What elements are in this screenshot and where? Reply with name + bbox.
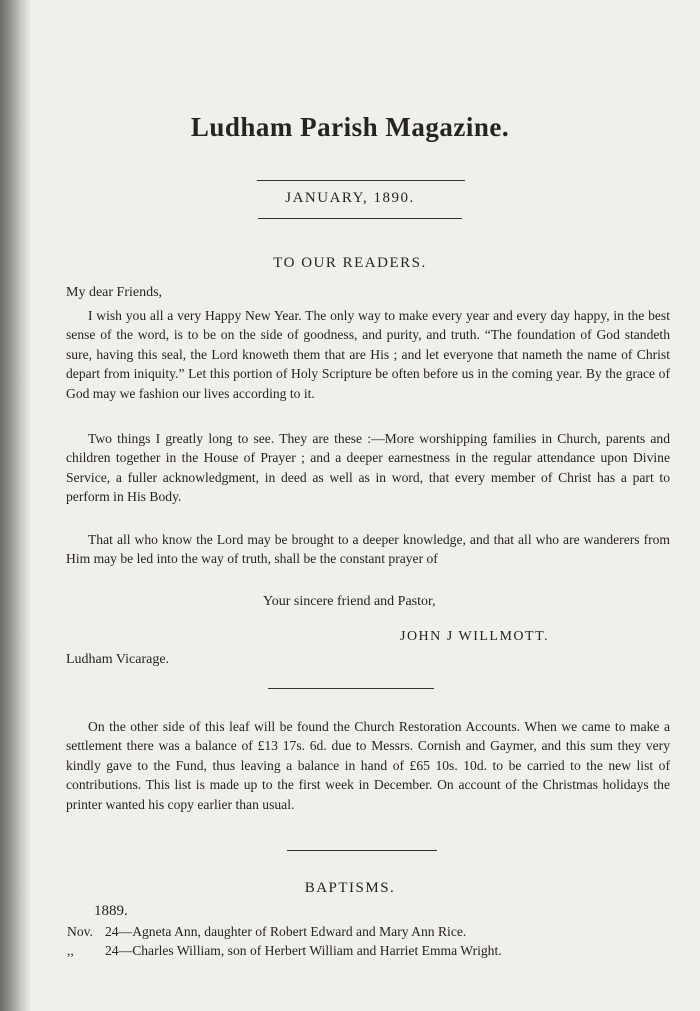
baptism-text: 24—Agneta Ann, daughter of Robert Edward and Mary Ann Rice. (105, 924, 467, 939)
baptism-entry (67, 924, 466, 940)
issue-date: JANUARY, 1890. (285, 190, 415, 206)
baptism-month: Nov. (67, 924, 93, 939)
accounts-paragraph: On the other side of this leaf will be found the Church Restoration Accounts. When we came to make a settlement there was a balance of £13 17s. 6d. due to Messrs. Cornish and Gaymer, and this sum they very kindly gave to the Fund, thus leaving a balance in hand of £65 10s. 10d. to be carried to the new list of contributions. This list is made up to the first week in December. On account of the Christmas holidays the printer wanted his copy earlier than usual. (66, 719, 670, 812)
baptism-month: ,, (67, 943, 74, 958)
letter-paragraph-1: I wish you all a very Happy New Year. The only way to make every year and every day happy, in the best sense of the word, is to be on the side of goodness, and purity, and truth. “The foundation of God standeth sure, having this seal, the Lord knoweth them that are His ; and let everyone that nameth the name of Christ depart from iniquity.” Let this portion of Holy Scripture be often before us in the coming year. By the grace of God may we fashion our lives according to it. (66, 308, 670, 401)
baptism-entry (67, 943, 502, 959)
magazine-title: Ludham Parish Magazine. (190, 112, 510, 142)
letter-signature: JOHN J WILLMOTT. (400, 629, 550, 644)
baptisms-heading: BAPTISMS. (304, 880, 396, 896)
title-divider-top (257, 180, 465, 181)
section-divider-2 (287, 850, 437, 851)
letter-address: Ludham Vicarage. (66, 652, 170, 667)
letter-paragraph-2: Two things I greatly long to see. They are these :—More worshipping families in Church, parents and children together in the House of Prayer ; and a deeper earnestness in the regular attendance upon Divine Service, a fuller acknowledgment, in deed as well as in word, that every member of Christ has a part to perform in His Body. (66, 431, 670, 505)
letter-salutation: My dear Friends, (66, 285, 163, 300)
section-divider-1 (268, 688, 434, 689)
baptism-text: 24—Charles William, son of Herbert William and Harriet Emma Wright. (105, 943, 502, 958)
title-divider-bottom (258, 218, 462, 219)
letter-signoff: Your sincere friend and Pastor, (263, 594, 436, 609)
letter-paragraph-3: That all who know the Lord may be brought to a deeper knowledge, and that all who are wanderers from Him may be led into the way of truth, shall be the constant prayer of (66, 532, 670, 567)
baptisms-year: 1889. (94, 903, 128, 919)
letter-heading: TO OUR READERS. (273, 255, 427, 271)
